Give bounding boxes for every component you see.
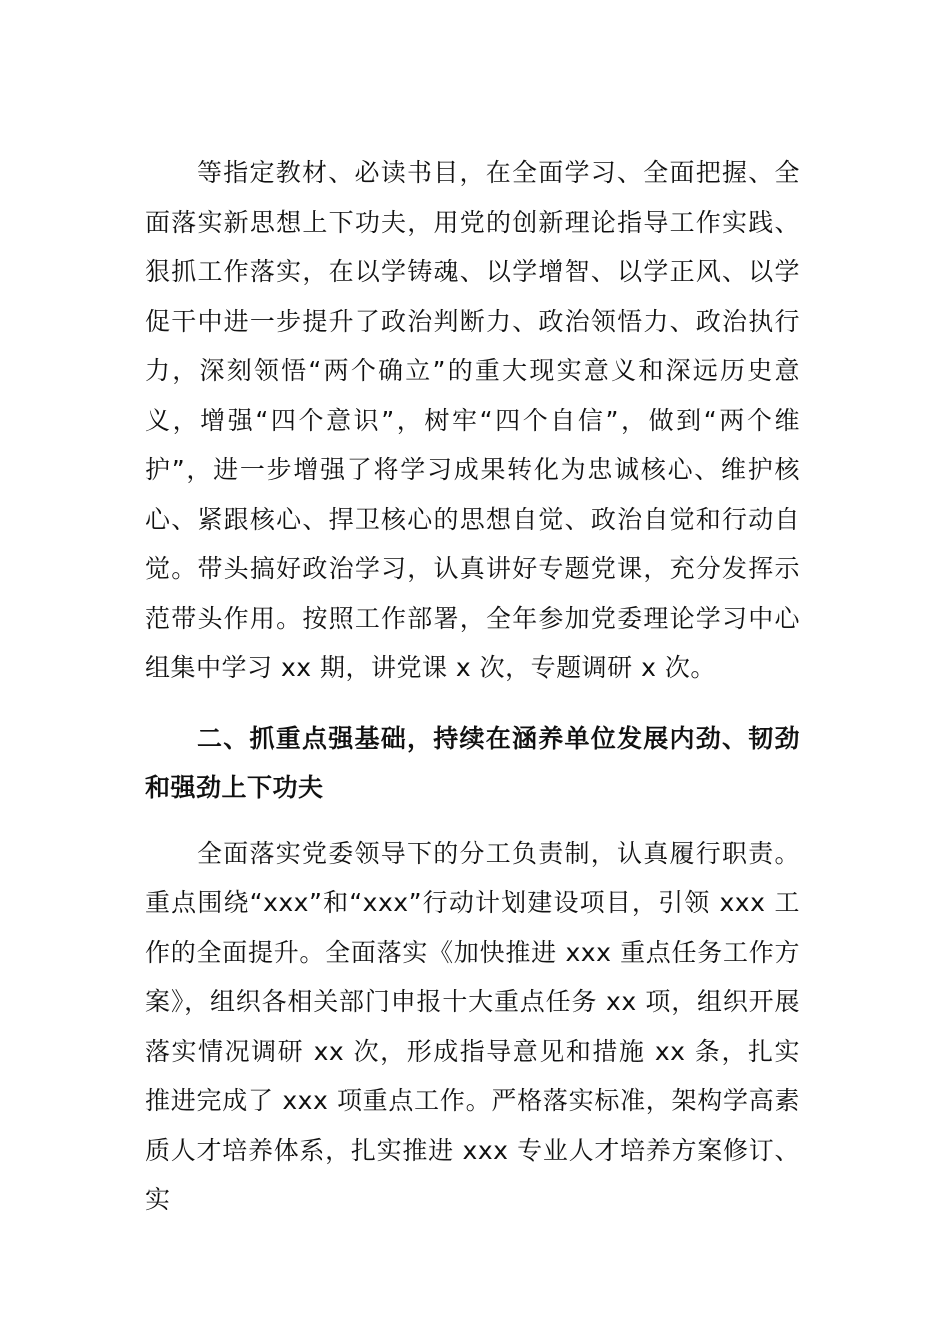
paragraph-spacer <box>145 693 800 714</box>
section-heading-2: 二、抓重点强基础，持续在涵养单位发展内劲、韧劲和强劲上下功夫 <box>145 723 800 802</box>
paragraph-political-study: 等指定教材、必读书目，在全面学习、全面把握、全面落实新思想上下功夫，用党的创新理论指导工作实践、狠抓工作落实，在以学铸魂、以学增智、以学正风、以学促干中进一步提升了政治判断力、政治领悟力、政治执行力，深刻领悟“两个确立”的重大现实意义和深远历史意义，增强“四个意识”，树牢“四个自信”，做到“两个维护”，进一步增强了将学习成果转化为忠诚核心、维护核心、紧跟核心、捍卫核心的思想自觉、政治自觉和行动自觉。带头搞好政治学习，认真讲好专题党课，充分发挥示范带头作用。按照工作部署，全年参加党委理论学习中心组集中学习 xx 期，讲党课 x 次，专题调研 x 次。 <box>145 158 800 682</box>
document-body <box>145 148 800 1225</box>
paragraph-key-tasks: 全面落实党委领导下的分工负责制，认真履行职责。重点围绕“xxx”和“xxx”行动计划建设项目，引领 xxx 工作的全面提升。全面落实《加快推进 xxx 重点任务工作方案》，组织各相关部门申报十大重点任务 xx 项，组织开展落实情况调研 xx 次，形成指导意见和措施 xx 条，扎实推进完成了 xxx 项重点工作。严格落实标准，架构学高素质人才培养体系，扎实推进 xxx 专业人才培养方案修订、实 <box>145 838 800 1214</box>
paragraph-spacer <box>145 813 800 829</box>
